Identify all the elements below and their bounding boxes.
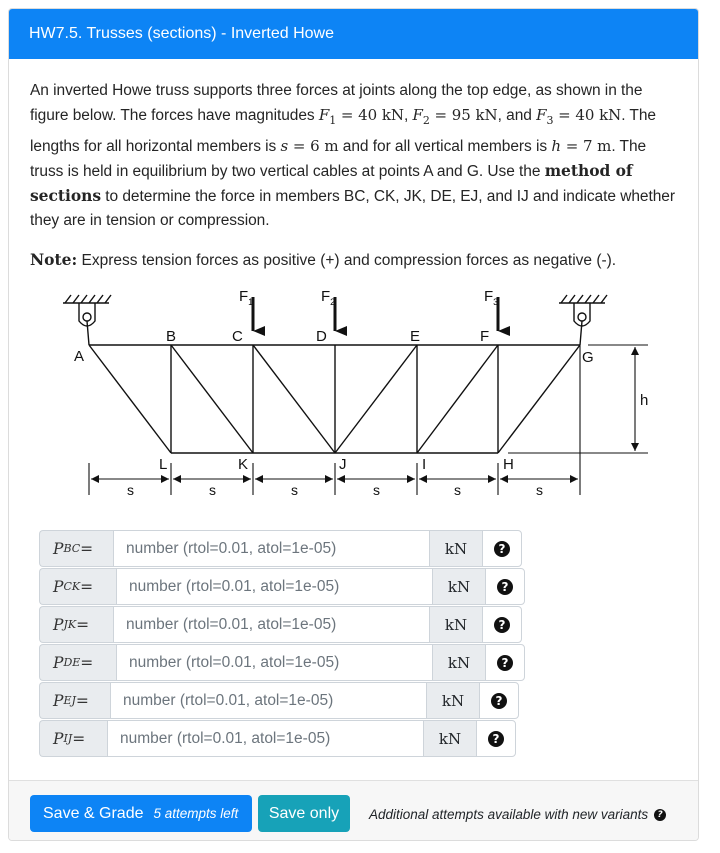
question-circle-icon: ?: [494, 617, 510, 633]
intro-text-5: to determine the force in members BC, CK, JK, DE, EJ, and IJ and indicate whether they are in tension or compression.: [30, 188, 675, 230]
dimension-lines: [89, 345, 648, 495]
answer-label-de: P DE =: [39, 644, 116, 681]
joint-label-e: E: [410, 328, 421, 345]
span-label-6: s: [536, 482, 543, 498]
unit-label: kN: [430, 606, 482, 643]
answer-row-de: [39, 644, 525, 681]
joint-label-i: I: [422, 456, 427, 473]
answer-input-bc[interactable]: [113, 530, 430, 567]
answer-row-ck: [39, 568, 525, 605]
answer-row-bc: [39, 530, 522, 567]
answer-row-ej: [39, 682, 519, 719]
card-footer: [9, 780, 698, 841]
help-button[interactable]: [476, 720, 516, 757]
note-text: Express tension forces as positive (+) and compression forces as negative (-).: [77, 251, 617, 269]
joint-label-c: C: [232, 328, 243, 345]
applied-forces: [253, 297, 498, 331]
joint-label-f: F: [480, 328, 490, 345]
h-symbol: h: [551, 136, 561, 155]
span-label-2: s: [209, 482, 216, 498]
force-label-f3: $F_3$: [484, 288, 499, 307]
force-label-f1: $F_1$: [239, 288, 254, 307]
question-title: HW7.5. Trusses (sections) - Inverted Howe: [9, 9, 698, 59]
joint-label-b: B: [166, 328, 177, 345]
help-button[interactable]: [479, 682, 519, 719]
separator: ,: [404, 107, 413, 125]
answer-input-de[interactable]: [116, 644, 433, 681]
problem-statement: [30, 79, 678, 234]
question-circle-icon: ?: [494, 541, 510, 557]
unit-label: kN: [424, 720, 476, 757]
answer-input-jk[interactable]: [113, 606, 430, 643]
help-button[interactable]: [482, 606, 522, 643]
joint-label-g: G: [582, 349, 594, 366]
span-label-5: s: [454, 482, 461, 498]
span-label-4: s: [373, 482, 380, 498]
answer-label-jk: P JK =: [39, 606, 113, 643]
attempts-note: [369, 807, 666, 822]
save-only-button[interactable]: Save only: [258, 795, 350, 832]
s-symbol: s: [280, 136, 289, 155]
note-paragraph: [30, 250, 678, 270]
truss-figure: [43, 281, 663, 503]
truss-members: [89, 345, 580, 453]
f1-symbol: $F_1$: [318, 106, 337, 128]
intro-text-1: An inverted Howe truss supports three forces at joints along the top edge, as shown in the figure below. The forces have magnitudes: [30, 82, 643, 125]
attempts-note-text: Additional attempts available with new variants: [369, 807, 649, 822]
joint-label-l: L: [159, 456, 168, 473]
support-a-icon: [63, 295, 111, 345]
joint-label-j: J: [339, 456, 347, 473]
answer-input-ck[interactable]: [116, 568, 433, 605]
intro-text-2: . The lengths for all horizontal members is: [30, 107, 656, 155]
answer-row-ij: [39, 720, 516, 757]
f3-symbol: $F_3$: [536, 106, 554, 128]
span-label-1: s: [127, 482, 134, 498]
answer-row-jk: [39, 606, 522, 643]
help-button[interactable]: [482, 530, 522, 567]
attempts-left-label: 5 attempts left: [153, 806, 239, 821]
f2-value: = 95 kN: [429, 106, 498, 125]
h-value: = 7 m: [560, 136, 612, 155]
joint-label-d: D: [316, 328, 327, 345]
save-grade-label: Save & Grade: [43, 804, 144, 822]
question-card: [8, 8, 699, 841]
answer-input-ej[interactable]: [110, 682, 427, 719]
help-button[interactable]: [485, 644, 525, 681]
unit-label: kN: [433, 568, 485, 605]
f1-value: = 40 kN: [336, 106, 404, 125]
question-circle-icon: ?: [497, 655, 513, 671]
answer-label-ij: P IJ =: [39, 720, 107, 757]
intro-text-3: and for all vertical members is: [338, 137, 552, 155]
joint-label-k: K: [238, 456, 249, 473]
save-grade-button[interactable]: [30, 795, 252, 832]
joint-label-a: A: [74, 348, 85, 365]
answer-label-ej: P EJ =: [39, 682, 110, 719]
f2-symbol: $F_2$: [412, 106, 430, 128]
height-label: h: [640, 392, 649, 409]
separator: , and: [497, 107, 537, 125]
unit-label: kN: [430, 530, 482, 567]
answer-label-bc: P BC =: [39, 530, 113, 567]
f3-value: = 40 kN: [553, 106, 622, 125]
force-label-f2: $F_2$: [321, 288, 336, 307]
question-circle-icon: ?: [488, 731, 504, 747]
question-body: [9, 59, 698, 270]
span-label-3: s: [291, 482, 298, 498]
s-value: = 6 m: [288, 136, 339, 155]
unit-label: kN: [427, 682, 479, 719]
question-circle-icon[interactable]: ?: [654, 809, 666, 821]
method-emphasis: method of sections: [30, 160, 633, 206]
answer-label-ck: P CK =: [39, 568, 116, 605]
intro-text-4: . The truss is held in equilibrium by two vertical cables at points A and G. Use the: [30, 137, 647, 180]
joint-label-h: H: [503, 456, 514, 473]
support-g-icon: [559, 295, 607, 345]
answer-input-ij[interactable]: [107, 720, 424, 757]
question-circle-icon: ?: [497, 579, 513, 595]
question-circle-icon: ?: [491, 693, 507, 709]
note-label: Note:: [30, 249, 78, 269]
help-button[interactable]: [485, 568, 525, 605]
unit-label: kN: [433, 644, 485, 681]
